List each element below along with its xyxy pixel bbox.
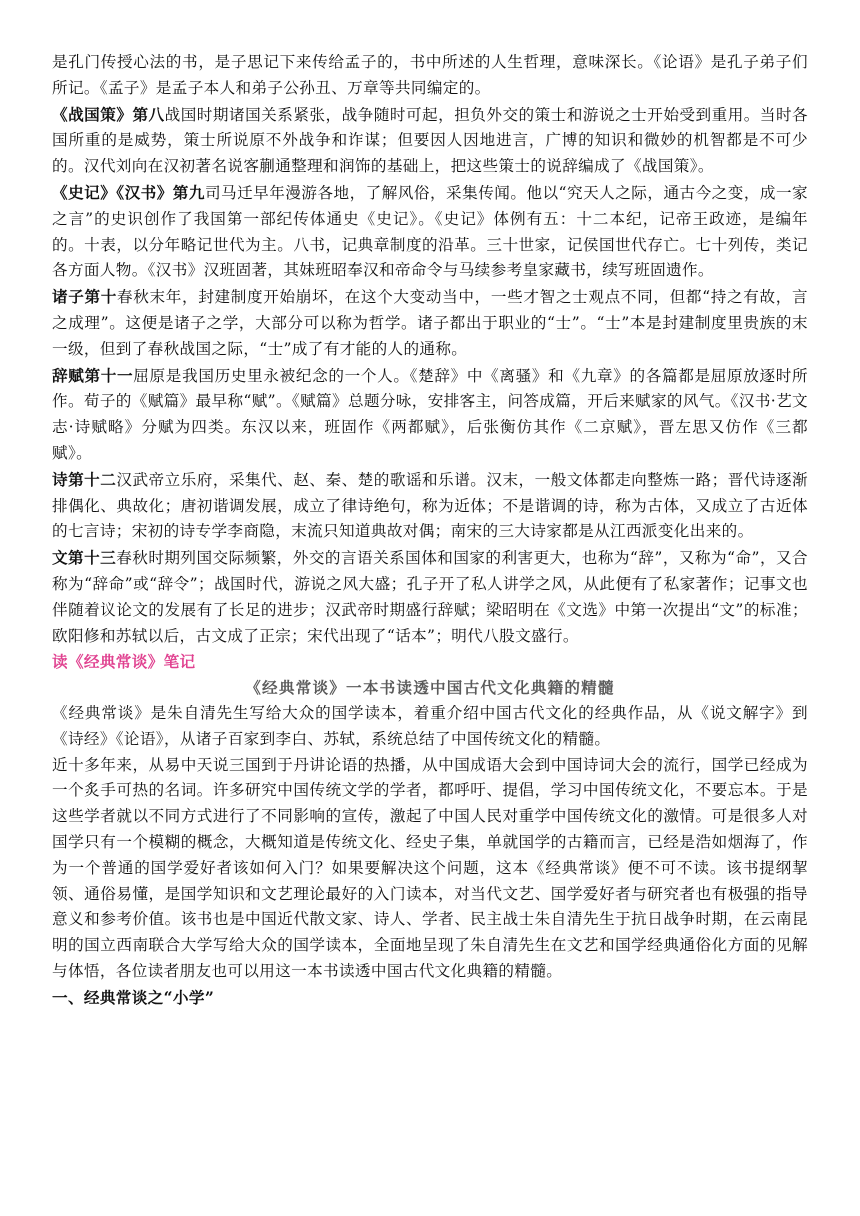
- paragraph-text: 春秋时期列国交际频繁，外交的言语关系国体和国家的利害更大，也称为“辞”，又称为“命”，又合称为“辞命”或“辞令”；战国时代，游说之风大盛；孔子开了私人讲学之风，从此便有了私家著作；记事文也伴随着议论文的发展有了长足的进步；汉武帝时期盛行辞赋；梁昭明在《文选》中第一次提出“文”的标准；欧阳修和苏轼以后，古文成了正宗；宋代出现了“话本”；明代八股文盛行。: [52, 549, 808, 645]
- paragraph-text: 司马迁早年漫游各地，了解风俗，采集传闻。他以“究天人之际，通古今之变，成一家之言”的史识创作了我国第一部纪传体通史《史记》。《史记》体例有五：十二本纪，记帝王政迹，是编年的。十表，以分年略记世代为主。八书，记典章制度的沿革。三十世家，记侯国世代存亡。七十列传，类记各方面人物。《汉书》汉班固著，其妹班昭奉汉和帝命令与马续参考皇家藏书，续写班固遗作。: [52, 183, 808, 280]
- paragraph-text: 战国时期诸国关系紧张，战争随时可起，担负外交的策士和游说之士开始受到重用。当时各国所重的是威势，策士所说原不外战争和诈谋；但要因人因地进言，广博的知识和微妙的机智都是不可少的。汉代刘向在汉初著名说客蒯通整理和润饰的基础上，把这些策士的说辞编成了《战国策》。: [52, 105, 808, 176]
- paragraph-wen: [52, 545, 808, 649]
- paragraph-zhuzi: [52, 284, 808, 362]
- paragraph-text: 汉武帝立乐府，采集代、赵、秦、楚的歌谣和乐谱。汉末，一般文体都走向整炼一路；晋代诗逐渐排偶化、典故化；唐初谐调发展，成立了律诗绝句，称为近体；不是谐调的诗，称为古体，又成立了古近体的七言诗；宋初的诗专学李商隐，末流只知道典故对偶；南宋的三大诗家都是从江西派变化出来的。: [52, 470, 808, 541]
- chapter-heading: 诸子第十: [52, 287, 118, 307]
- paragraph-text: 屈原是我国历史里永被纪念的一个人。《楚辞》中《离骚》和《九章》的各篇都是屈原放逐时所作。荀子的《赋篇》最早称“赋”。《赋篇》总题分咏，安排客主，问答成篇，开后来赋家的风气。《汉书·艺文志·诗赋略》分赋为四类。东汉以来，班固作《两都赋》，后张衡仿其作《二京赋》，晋左思又仿作《三都赋》。: [52, 366, 808, 462]
- paragraph-intro: 是孔门传授心法的书，是子思记下来传给孟子的，书中所述的人生哲理，意味深长。《论语》是孔子弟子们所记。《孟子》是孟子本人和弟子公孙丑、万章等共同编定的。: [52, 53, 808, 97]
- chapter-heading: 辞赋第十一: [52, 365, 134, 385]
- chapter-heading: 《战国策》第八: [52, 104, 165, 124]
- chapter-heading: 《史记》《汉书》第九: [52, 182, 205, 202]
- notes-title: 读《经典常谈》笔记: [52, 652, 196, 672]
- article-paragraph-1: 《经典常谈》是朱自清先生写给大众的国学读本，着重介绍中国古代文化的经典作品，从《说文解字》到《诗经》《论语》，从诸子百家到李白、苏轼，系统总结了中国传统文化的精髓。: [52, 703, 808, 748]
- paragraph-cifu: [52, 363, 808, 467]
- paragraph-shiji-hanshu: [52, 180, 808, 284]
- article-paragraph-2: 近十多年来，从易中天说三国到于丹讲论语的热播，从中国成语大会到中国诗词大会的流行，国学已经成为一个炙手可热的名词。许多研究中国传统文学的学者，都呼吁、提倡，学习中国传统文化，不要忘本。于是这些学者就以不同方式进行了不同影响的宣传，激起了中国人民对重学中国传统文化的激情。可是很多人对国学只有一个模糊的概念，大概知道是传统文化、经史子集，单就国学的古籍而言，已经是浩如烟海了，作为一个普通的国学爱好者该如何入门？如果要解决这个问题，这本《经典常谈》便不可不读。该书提纲挈领、通俗易懂，是国学知识和文艺理论最好的入门读本，对当代文艺、国学爱好者与研究者也有极强的指导意义和参考价值。该书也是中国近代散文家、诗人、学者、民主战士朱自清先生于抗日战争时期，在云南昆明的国立西南联合大学写给大众的国学读本，全面地呈现了朱自清先生在文艺和国学经典通俗化方面的见解与体悟，各位读者朋友也可以用这一本书读透中国古代文化典籍的精髓。: [52, 755, 808, 980]
- chapter-heading: 文第十三: [52, 548, 117, 568]
- paragraph-zhanguoce: [52, 102, 808, 180]
- paragraph-shi: [52, 467, 808, 545]
- section-heading: 一、经典常谈之“小学”: [52, 987, 215, 1007]
- paragraph-text: 春秋末年，封建制度开始崩坏，在这个大变动当中，一些才智之士观点不同，但都“持之有故，言之成理”。这便是诸子之学，大部分可以称为哲学。诸子都出于职业的“士”。“士”本是封建制度里贵族的末一级，但到了春秋战国之际，“士”成了有才能的人的通称。: [52, 288, 808, 358]
- article-title: 《经典常谈》一本书读透中国古代文化典籍的精髓: [245, 678, 615, 698]
- chapter-heading: 诗第十二: [52, 469, 117, 489]
